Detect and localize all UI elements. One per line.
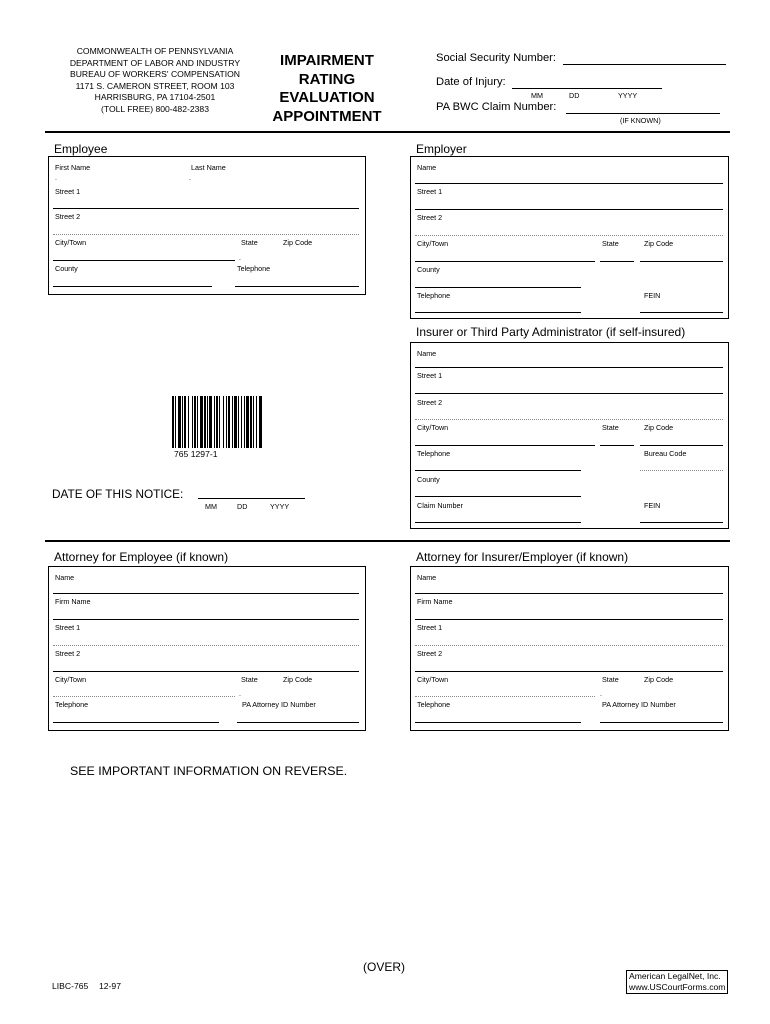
barcode-bar — [234, 396, 237, 448]
barcode-bar — [184, 396, 186, 448]
agency-line: 1171 S. CAMERON STREET, ROOM 103 — [75, 80, 235, 91]
barcode-bar — [175, 396, 176, 448]
insurer-heading: Insurer or Third Party Administrator (if self-insured) — [416, 325, 686, 339]
zip-field[interactable] — [640, 261, 723, 262]
barcode-bar — [214, 396, 215, 448]
barcode-bar — [194, 396, 196, 448]
street1-field[interactable] — [415, 645, 723, 646]
city-field[interactable] — [415, 261, 595, 262]
barcode-bar — [178, 396, 181, 448]
city-label: City/Town — [55, 675, 87, 684]
city-label: City/Town — [417, 423, 449, 432]
header-rule — [45, 131, 730, 133]
barcode-bar — [182, 396, 183, 448]
fein-label: FEIN — [644, 291, 661, 300]
telephone-label: Telephone — [417, 449, 451, 458]
employee-box: First Name Last Name . . Street 1 Street 2 City/Town State Zip Code . County Telephone — [48, 156, 366, 295]
name-field[interactable] — [415, 593, 723, 594]
street1-label: Street 1 — [55, 187, 81, 196]
barcode-bar — [209, 396, 212, 448]
barcode-bar — [259, 396, 262, 448]
street1-field[interactable] — [53, 645, 359, 646]
attorney-id-field[interactable] — [600, 722, 723, 723]
name-label: Name — [417, 163, 437, 172]
street1-label: Street 1 — [417, 371, 443, 380]
zip-label: Zip Code — [644, 239, 674, 248]
street1-label: Street 1 — [417, 623, 443, 632]
zip-label: Zip Code — [644, 423, 674, 432]
date-of-injury-label: Date of Injury: — [436, 76, 506, 88]
zip-field[interactable] — [640, 445, 723, 446]
county-field[interactable] — [415, 496, 581, 497]
city-field[interactable] — [53, 696, 235, 697]
city-label: City/Town — [55, 238, 87, 247]
form-date: 12-97 — [99, 981, 121, 991]
agency-line: DEPARTMENT OF LABOR AND INDUSTRY — [69, 57, 241, 68]
attorney-id-label: PA Attorney ID Number — [602, 700, 676, 709]
employee-heading: Employee — [54, 142, 108, 156]
agency-line: (TOLL FREE) 800-482-2383 — [101, 103, 209, 114]
claim-number-label: PA BWC Claim Number: — [436, 101, 557, 113]
state-label: State — [602, 675, 619, 684]
county-label: County — [55, 264, 78, 273]
title-line: RATING — [298, 70, 356, 88]
publisher-url[interactable]: www.USCourtForms.com — [629, 982, 726, 992]
claim-number-field[interactable] — [415, 522, 581, 523]
street1-label: Street 1 — [417, 187, 443, 196]
city-label: City/Town — [417, 675, 449, 684]
barcode-bar — [192, 396, 193, 448]
ssn-field[interactable] — [563, 64, 726, 65]
county-field[interactable] — [415, 287, 581, 288]
telephone-field[interactable] — [415, 312, 581, 313]
barcode-bar — [244, 396, 245, 448]
barcode-bar — [256, 396, 257, 448]
state-label: State — [602, 239, 619, 248]
publisher-name: American LegalNet, Inc. — [629, 971, 721, 981]
publisher-box — [626, 970, 728, 994]
name-label: Name — [55, 573, 75, 582]
barcode-bar — [172, 396, 174, 448]
attorney-employee-heading: Attorney for Employee (if known) — [54, 550, 229, 564]
bureau-code-label: Bureau Code — [644, 449, 687, 458]
barcode-bar — [232, 396, 233, 448]
employer-heading: Employer — [416, 142, 467, 156]
barcode-bar — [223, 396, 224, 448]
barcode-bar — [188, 396, 189, 448]
telephone-label: Telephone — [417, 700, 451, 709]
agency-line: HARRISBURG, PA 17104-2501 — [94, 92, 216, 103]
barcode-bar — [200, 396, 203, 448]
name-label: Name — [417, 349, 437, 358]
name-field[interactable] — [415, 367, 723, 368]
barcode-bar — [241, 396, 242, 448]
barcode-graphic — [172, 396, 352, 448]
street2-field[interactable] — [53, 671, 359, 672]
street1-field[interactable] — [53, 208, 359, 209]
state-label: State — [241, 238, 258, 247]
street2-label: Street 2 — [417, 213, 443, 222]
street2-label: Street 2 — [417, 649, 443, 658]
state-label: State — [241, 675, 258, 684]
barcode-bar — [207, 396, 208, 448]
agency-line: COMMONWEALTH OF PENNSYLVANIA — [76, 46, 234, 56]
telephone-field[interactable] — [53, 722, 219, 723]
barcode-bar — [228, 396, 230, 448]
last-name-label: Last Name — [191, 163, 226, 172]
doi-mm-label: MM — [531, 91, 543, 100]
insurer-box — [410, 342, 729, 529]
telephone-label: Telephone — [237, 264, 271, 273]
barcode-bar — [238, 396, 239, 448]
barcode-number: 765 1297-1 — [174, 449, 218, 459]
zip-label: Zip Code — [283, 675, 313, 684]
county-label: County — [417, 265, 440, 274]
street1-label: Street 1 — [55, 623, 81, 632]
zip-label: Zip Code — [644, 675, 674, 684]
firm-name-label: Firm Name — [417, 597, 453, 606]
name-field[interactable] — [415, 183, 723, 184]
claim-number-field[interactable] — [566, 113, 720, 114]
notice-dd-label: DD — [237, 502, 248, 511]
fein-label: FEIN — [644, 501, 661, 510]
city-label: City/Town — [417, 239, 449, 248]
city-field[interactable] — [53, 260, 235, 261]
attorney-id-label: PA Attorney ID Number — [242, 700, 316, 709]
notice-yyyy-label: YYYY — [270, 502, 290, 511]
name-label: Name — [417, 573, 437, 582]
attorney-insurer-heading: Attorney for Insurer/Employer (if known) — [416, 550, 629, 564]
fein-field[interactable] — [640, 312, 723, 313]
agency-address — [40, 46, 270, 116]
notice-date-field[interactable] — [198, 498, 305, 499]
form-title — [262, 52, 392, 126]
claim-number-label: Claim Number — [417, 501, 463, 510]
attorney-insurer-box: Name Firm Name Street 1 Street 2 City/Town State Zip Code . Telephone PA Attorney ID Number — [410, 566, 729, 731]
firm-name-field[interactable] — [415, 619, 723, 620]
doi-dd-label: DD — [569, 91, 580, 100]
notice-date-label: DATE OF THIS NOTICE: — [52, 487, 184, 501]
title-line: IMPAIRMENT — [280, 52, 374, 69]
telephone-field[interactable] — [415, 722, 581, 723]
barcode-bar — [219, 396, 220, 448]
section-rule — [45, 540, 730, 542]
barcode-bar — [204, 396, 206, 448]
title-line: APPOINTMENT — [272, 107, 382, 125]
date-of-injury-field[interactable] — [512, 88, 662, 89]
state-field[interactable] — [600, 261, 634, 262]
county-field[interactable] — [53, 286, 212, 287]
firm-name-label: Firm Name — [55, 597, 91, 606]
street2-label: Street 2 — [417, 398, 443, 407]
zip-label: Zip Code — [283, 238, 313, 247]
employer-box — [410, 156, 729, 319]
notice-mm-label: MM — [205, 502, 217, 511]
telephone-label: Telephone — [417, 291, 451, 300]
firm-name-field[interactable] — [53, 619, 359, 620]
first-name-label: First Name — [55, 163, 91, 172]
state-field[interactable] — [600, 445, 634, 446]
street2-label: Street 2 — [55, 649, 81, 658]
barcode-bar — [253, 396, 254, 448]
barcode-bar — [197, 396, 198, 448]
attorney-id-field[interactable] — [237, 722, 359, 723]
barcode-bar — [216, 396, 218, 448]
telephone-label: Telephone — [55, 700, 89, 709]
state-label: State — [602, 423, 619, 432]
ssn-label: Social Security Number: — [436, 52, 556, 64]
telephone-field[interactable] — [415, 470, 581, 471]
barcode-bar — [226, 396, 227, 448]
over-label: (OVER) — [363, 960, 405, 974]
form-id: LIBC-765 — [52, 981, 89, 991]
street2-field[interactable] — [415, 671, 723, 672]
reverse-notice: SEE IMPORTANT INFORMATION ON REVERSE. — [70, 764, 348, 778]
barcode-bar — [250, 396, 252, 448]
barcode-bar — [246, 396, 249, 448]
attorney-employee-box: Name Firm Name Street 1 Street 2 City/Town State Zip Code . Telephone PA Attorney ID Number — [48, 566, 366, 731]
name-field[interactable] — [53, 593, 359, 594]
agency-line: BUREAU OF WORKERS' COMPENSATION — [69, 69, 241, 80]
street2-label: Street 2 — [55, 212, 81, 221]
street1-field[interactable] — [415, 209, 723, 210]
if-known-label: (IF KNOWN) — [620, 116, 661, 125]
telephone-field[interactable] — [235, 286, 359, 287]
street1-field[interactable] — [415, 393, 723, 394]
city-field[interactable] — [415, 445, 595, 446]
fein-field[interactable] — [640, 522, 723, 523]
county-label: County — [417, 475, 440, 484]
city-field[interactable] — [415, 696, 595, 697]
bureau-code-field[interactable] — [640, 470, 723, 471]
doi-yyyy-label: YYYY — [618, 91, 638, 100]
street2-field[interactable] — [53, 234, 359, 235]
title-line: EVALUATION — [279, 89, 375, 106]
street2-field[interactable] — [415, 235, 723, 236]
street2-field[interactable] — [415, 419, 723, 420]
